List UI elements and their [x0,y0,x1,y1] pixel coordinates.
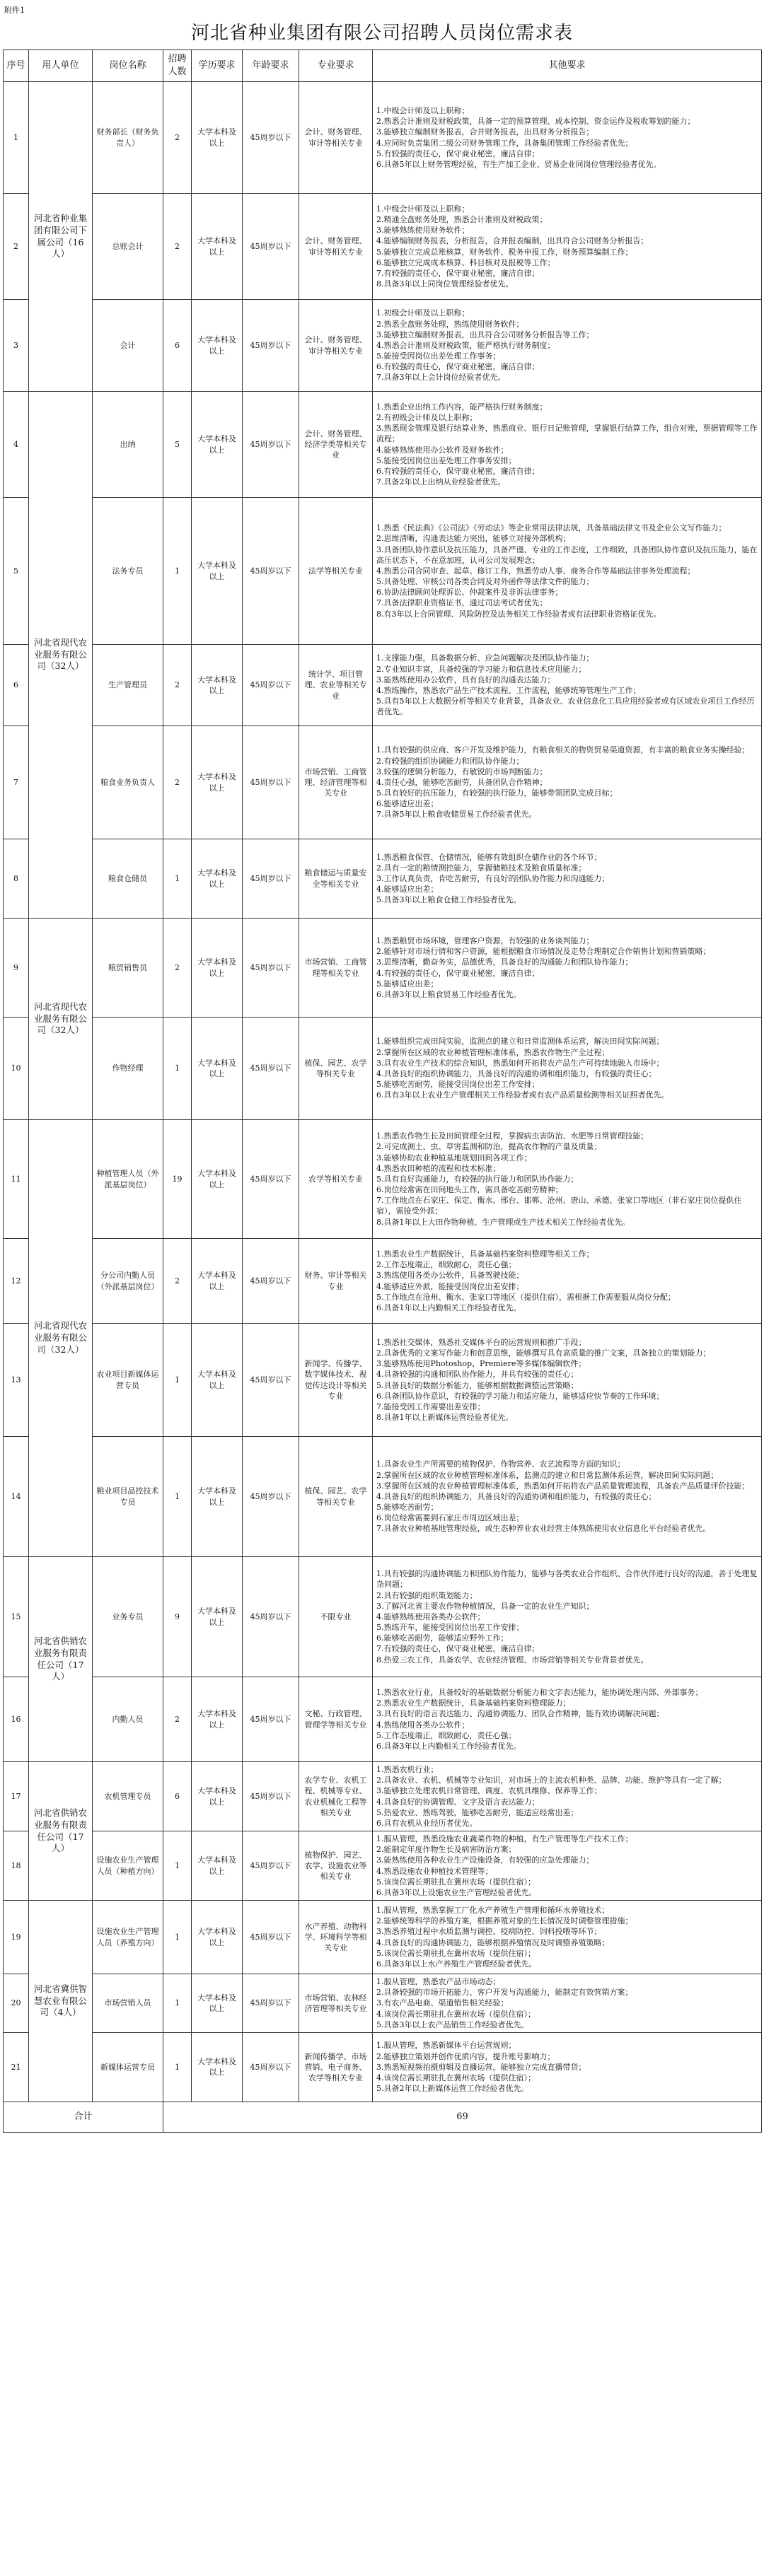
cell-edu: 大学本科及以上 [192,1018,243,1120]
cell-major: 会计、财务管理、审计等相关专业 [299,194,373,300]
cell-seq: 13 [4,1324,29,1437]
cell-count: 1 [163,1901,192,1974]
cell-count: 19 [163,1120,192,1239]
cell-major: 植保、园艺、农学等相关专业 [299,1018,373,1120]
table-row [4,498,762,645]
cell-age: 45周岁以下 [243,839,299,919]
cell-position: 法务专员 [93,498,163,645]
cell-major: 不限专业 [299,1557,373,1677]
cell-edu: 大学本科及以上 [192,726,243,839]
cell-count: 1 [163,1324,192,1437]
cell-other: 1.熟悉农业行业，具备较好的基础数据分析能力和文字表达能力，能协调处理内部、外部事务； 2.熟悉农业生产数据统计，具备基础档案资料整理能力； 3.具有良好的语言表达能力、沟通协调能力、团队合作精神，能有效协调解决问题； 4.熟练使用各类办公软件； 5.工作态度端正，细致耐心，责任心强； 6.具备3年以上内勤相关工作经验者优先。 [373,1677,762,1762]
cell-edu: 大学本科及以上 [192,1437,243,1557]
cell-edu: 大学本科及以上 [192,839,243,919]
table-row [4,1901,762,1974]
table-row [4,1557,762,1677]
cell-edu: 大学本科及以上 [192,2032,243,2102]
cell-other: 1.服从管理，熟悉新媒体平台运营规则； 2.能够独立策划并创作优质内容，提升账号影响力； 3.熟悉短视频拍摄剪辑及直播运营，能够独立完成直播带货； 4.该岗位需长期驻扎在冀州农场（提供住宿）； 5.具备2年以上新媒体运营工作经验者优先。 [373,2032,762,2102]
cell-edu: 大学本科及以上 [192,1762,243,1831]
cell-edu: 大学本科及以上 [192,1557,243,1677]
cell-seq: 21 [4,2032,29,2102]
cell-position: 会计 [93,300,163,392]
cell-seq: 6 [4,645,29,726]
cell-age: 45周岁以下 [243,82,299,194]
table-row [4,2032,762,2102]
cell-position: 粮食业务负责人 [93,726,163,839]
header-position: 岗位名称 [93,50,163,82]
cell-seq: 10 [4,1018,29,1120]
table-row [4,1120,762,1239]
cell-age: 45周岁以下 [243,1974,299,2033]
cell-other: 1.具有较强的供应商、客户开发及维护能力，有粮食相关的物资贸易渠道资源，有丰富的粮食业务实操经验； 2.有较强的组织协调能力和团队协作能力； 3.较强的逻辑分析能力，有敏锐的市场判断能力； 4.责任心强，能够吃苦耐劳，具备团队合作精神； 5.具有较好的抗压能力，有较强的执行能力，能够带领团队完成目标； 6.能够适应出差； 7.具备5年以上粮食收储贸易工作经验者优先。 [373,726,762,839]
cell-other: 1.熟悉社交媒体，熟悉社交媒体平台的运营规则和推广手段； 2.具备优秀的文案写作能力和创意思维，能够撰写具有高质量的推广文案，具备独立的策划能力； 3.能够熟练使用Photoshop、Premiere等多媒体编辑软件； 4.具备较强的沟通和团队协作能力，并具有较强的责任心； 5.具备良好的数据分析能力，能够根据数据调整运营策略； 6.具备团队协作意识，有较强的学习能力和适应能力，能够适应快节奏的工作环境； 7.能接受因工作需要出差安排； 8.具备1年以上新媒体运营经验者优先。 [373,1324,762,1437]
cell-age: 45周岁以下 [243,645,299,726]
cell-seq: 7 [4,726,29,839]
cell-other: 1.服从管理，熟悉农产品市场动态； 2.具备较强的市场开拓能力、客户开发与沟通能力，能制定有效营销方案； 3.有农产品电商、渠道销售相关经验； 4.该岗位需长期驻扎在冀州农场（提供住宿）； 5.具备3年以上农产品销售工作经验者优先。 [373,1974,762,2033]
cell-other: 1.熟悉农机行业； 2.具备农业、农机、机械等专业知识，对市场上的主流农机种类、品牌、功能、维护等具有一定了解； 3.能够独立处理农机日常管理、调度、农机具维修、保养等工作； 4.具备良好的协调管理、文字及语言表达能力； 5.热爱农业、熟练驾驶，能够吃苦耐劳，能适应经常出差； 6.具有农机从业经历者优先。 [373,1762,762,1831]
cell-count: 1 [163,1437,192,1557]
cell-position: 粮业项目品控技术专员 [93,1437,163,1557]
cell-count: 5 [163,392,192,498]
cell-seq: 1 [4,82,29,194]
table-row [4,1677,762,1762]
cell-other: 1.熟悉粮食保管、仓储情况，能够有效组织仓储作业的各个环节； 2.具有一定的粮情测控能力，掌握储粮技术及粮食质量标准； 3.工作认真负责，肯吃苦耐劳，有良好的团队协作能力和沟通能力； 4.能够适应出差； 5.具备3年以上粮食仓储工作经验者优先。 [373,839,762,919]
cell-seq: 20 [4,1974,29,2033]
cell-unit: 河北省供销农业服务有限责任公司（17人） [29,1762,93,1901]
cell-edu: 大学本科及以上 [192,1677,243,1762]
cell-major: 农学等相关专业 [299,1120,373,1239]
header-unit: 用人单位 [29,50,93,82]
recruitment-table [3,49,762,2133]
cell-major: 农学专业、农机工程、机械等专业、农业机械化工程等相关专业 [299,1762,373,1831]
cell-edu: 大学本科及以上 [192,1324,243,1437]
header-age: 年龄要求 [243,50,299,82]
cell-position: 设施农业生产管理人员（养殖方向） [93,1901,163,1974]
cell-age: 45周岁以下 [243,1324,299,1437]
cell-position: 内勤人员 [93,1677,163,1762]
cell-unit: 河北省供销农业服务有限责任公司（17人） [29,1557,93,1762]
cell-seq: 5 [4,498,29,645]
cell-count: 2 [163,919,192,1018]
cell-other: 1.具有较强的沟通协调能力和团队协作能力，能够与各类农业合作组织、合作伙伴进行良好的沟通，善于处理复杂问题； 2.具有较强的组织策划能力； 3.了解河北省主要农作物种植情况，具备一定的农业生产知识； 4.能够熟练使用各类办公软件； 5.熟练开车，能接受因岗位出差工作安排； 6.能够吃苦耐劳，能够适应野外工作； 7.有较强的责任心，保守商业秘密，廉洁自律； 8.热爱三农工作，具备农学、农业经济管理、市场营销等相关专业背景者优先。 [373,1557,762,1677]
cell-age: 45周岁以下 [243,392,299,498]
cell-count: 2 [163,82,192,194]
header-count: 招聘人数 [163,50,192,82]
cell-edu: 大学本科及以上 [192,498,243,645]
table-row [4,726,762,839]
cell-position: 业务专员 [93,1557,163,1677]
cell-seq: 17 [4,1762,29,1831]
cell-count: 1 [163,1831,192,1901]
cell-seq: 2 [4,194,29,300]
cell-position: 生产管理员 [93,645,163,726]
cell-other: 1.中级会计师及以上职称； 2.精通全盘账务处理，熟悉会计准则及财税政策； 3.能够熟练使用财务软件； 4.能够编制财务报表，分析报告，合并报表编制，出具符合公司财务分析报告； 5.能够独立完成总账核算，财务软件、税务申报工作，财务预算编制工作； 6.能够独立完成成本核算、科目核对及报税等工作； 7.有较强的责任心，保守商业秘密，廉洁自律； 8.具备3年以上同岗位管理经验者优先。 [373,194,762,300]
cell-position: 财务部长（财务负责人） [93,82,163,194]
header-other: 其他要求 [373,50,762,82]
cell-seq: 15 [4,1557,29,1677]
cell-other: 1.初级会计师及以上职称； 2.熟悉全盘账务处理，熟练使用财务软件； 3.能够独立编制财务报表，出具符合公司财务分析报告等工作； 4.熟悉会计准则及财税政策，能严格执行财务制度； 5.能接受因岗位出差处理工作事务； 6.有较强的责任心，保守商业秘密，廉洁自律； 7.具备3年以上会计岗位经验者优先。 [373,300,762,392]
cell-edu: 大学本科及以上 [192,194,243,300]
total-value: 69 [163,2102,762,2132]
cell-position: 作物经理 [93,1018,163,1120]
cell-position: 种植管理人员（外派基层岗位） [93,1120,163,1239]
table-row [4,1762,762,1831]
cell-major: 统计学、项目管理、农业等相关专业 [299,645,373,726]
attachment-label: 附件1 [4,6,25,15]
cell-other: 1.中级会计师及以上职称； 2.熟悉会计准则及财税政策，具备一定的预算管理、成本控制、资金运作及税收筹划的能力； 3.能够独立编制财务报表，合并财务报表，出具财务分析报告； 4.应同时负责集团二级公司财务管理工作，具备集团管理工作经验者优先； 5.有较强的责任心，保守商业秘密，廉洁自律； 6.具备5年以上财务管理经验，有生产加工企业、贸易企业同岗位管理经验者优先。 [373,82,762,194]
cell-count: 1 [163,2032,192,2102]
table-row [4,839,762,919]
cell-age: 45周岁以下 [243,1762,299,1831]
cell-unit: 河北省冀供智慧农业有限公司（4人） [29,1901,93,2102]
cell-major: 市场营销、工商管理等相关专业 [299,919,373,1018]
cell-major: 市场营销、工商管理、经济管理等相关专业 [299,726,373,839]
table-row [4,82,762,194]
cell-edu: 大学本科及以上 [192,82,243,194]
cell-position: 总账会计 [93,194,163,300]
cell-position: 市场营销人员 [93,1974,163,2033]
cell-other: 1.熟悉粮贸市场环境，管理客户资源，有较强的业务谈判能力； 2.能够针对市场行情和客户资源，能根据粮食市场情况及走势合理制定合作销售计划和营销策略； 3.思维清晰，勤奋务实，品德优秀，具备良好的沟通能力和团队协作能力； 4.有较强的责任心，保守商业秘密，廉洁自律； 5.能够适应出差； 6.具备3年以上粮食贸易工作经验者优先。 [373,919,762,1018]
cell-count: 2 [163,194,192,300]
cell-seq: 16 [4,1677,29,1762]
cell-age: 45周岁以下 [243,1557,299,1677]
cell-major: 财务、审计等相关专业 [299,1239,373,1324]
cell-edu: 大学本科及以上 [192,1239,243,1324]
cell-unit: 河北省现代农业服务有限公司（32人） [29,1120,93,1557]
cell-count: 6 [163,1762,192,1831]
cell-age: 45周岁以下 [243,1437,299,1557]
cell-major: 粮食储运与质量安全等相关专业 [299,839,373,919]
cell-position: 农机管理专员 [93,1762,163,1831]
cell-count: 6 [163,300,192,392]
table-row [4,1974,762,2033]
total-row [4,2102,762,2132]
page-title: 河北省种业集团有限公司招聘人员岗位需求表 [190,23,573,44]
cell-other: 1.支撑能力强，具备数据分析、应急问题解决及团队协作能力； 2.专业知识丰富，具备较强的学习能力和信息技术应用能力； 3.能熟练使用办公软件，具有良好的沟通表达能力； 4.熟练操作，熟悉农产品生产技术流程、工作流程，能够统筹管理生产工作； 5.具有5年以上大数据分析等相关专业背景，具备农业、农业信息化工具应用经验者或有区域农业项目工作经历者优先。 [373,645,762,726]
cell-count: 2 [163,1239,192,1324]
cell-count: 1 [163,498,192,645]
cell-other: 1.熟悉农业生产数据统计，具备基础档案资料整理等相关工作； 2.工作态度端正，细致耐心，责任心强； 3.熟练使用各类办公软件，具备驾驶技能； 4.能够适应外派，能接受因岗位出差安排； 5.工作地点在沧州、衡水、张家口等地区（提供住宿），需根据工作需要服从岗位分配； 6.具备1年以上内勤相关工作经验者优先。 [373,1239,762,1324]
cell-seq: 12 [4,1239,29,1324]
cell-age: 45周岁以下 [243,726,299,839]
cell-age: 45周岁以下 [243,2032,299,2102]
cell-count: 2 [163,1677,192,1762]
cell-unit: 河北省种业集团有限公司下属公司（16人） [29,82,93,392]
table-row [4,1324,762,1437]
cell-age: 45周岁以下 [243,1677,299,1762]
cell-major: 植保、园艺、农学等相关专业 [299,1437,373,1557]
cell-other: 1.具备农业生产所需要的植物保护、作物营养、农艺流程等方面的知识； 2.掌握所在区域的农业种植管理标准体系，监测点的建立和日常监测体系运营，解决田间实际问题； 3.掌握所在区域的农业种植管理标准体系，熟悉如何开拓将农产品质量管理流程，具备农产品质量评价技能； 4.具备良好的组织协调能力，具备良好的沟通协调和组织能力，有较强的责任心； 5.能够吃苦耐劳； 6.岗位经常需要到石家庄市周边区域出差； 7.具备农业种植基地管理经验，或生态种养业农业经营主体熟练使用农业信息化平台经验者优先。 [373,1437,762,1557]
cell-seq: 19 [4,1901,29,1974]
cell-age: 45周岁以下 [243,300,299,392]
cell-major: 市场营销、农林经济管理等相关专业 [299,1974,373,2033]
table-row [4,1018,762,1120]
cell-edu: 大学本科及以上 [192,1831,243,1901]
cell-edu: 大学本科及以上 [192,1974,243,2033]
cell-position: 粮食仓储员 [93,839,163,919]
cell-seq: 3 [4,300,29,392]
cell-age: 45周岁以下 [243,498,299,645]
cell-major: 会计、财务管理、审计等相关专业 [299,300,373,392]
cell-other: 1.能够组织完成田间实验，监测点的建立和日常监测体系运营，解决田间实际问题； 2.掌握所在区域的农业种植管理标准体系，熟悉农作物生产全过程； 3.具有农业生产技术的综合知识，熟悉如何开拓将农产品生产可持续地融入市场中； 4.具备良好的组织协调能力，具备良好的沟通协调和组织能力，有较强的责任心； 5.能够吃苦耐劳，能接受因岗位出差工作安排； 6.具有3年以上农业生产管理相关工作经验者或有农产品质量检测等相关证照者优先。 [373,1018,762,1120]
cell-major: 新闻传播学、市场营销、电子商务、农学等相关专业 [299,2032,373,2102]
table-row [4,919,762,1018]
cell-edu: 大学本科及以上 [192,300,243,392]
cell-major: 文秘、行政管理、管理学等相关专业 [299,1677,373,1762]
cell-other: 1.服从管理，熟悉掌握工厂化水产养殖生产管理和循环水养殖技术； 2.能够统筹科学的养殖方案，根据养殖对象的生长情况及时调整管理措施； 3.熟悉养殖过程中水质监测与调控、疫病防控、饲料投喂等环节； 4.具备良好的沟通协调能力，能够根据养殖情况及时调整养殖策略； 5.该岗位需长期驻扎在冀州农场（提供住宿）； 6.具备3年以上水产养殖生产管理经验者优先。 [373,1901,762,1974]
cell-seq: 11 [4,1120,29,1239]
cell-edu: 大学本科及以上 [192,1120,243,1239]
cell-unit: 河北省现代农业服务有限公司（32人） [29,392,93,919]
cell-unit: 河北省现代农业服务有限公司（32人） [29,919,93,1120]
cell-other: 1.熟悉企业出纳工作内容，能严格执行财务制度； 2.有初级会计师及以上职称； 3.熟悉现金管理及银行结算业务，熟悉商业、银行日记账管理，掌握银行结算工作，组合对账，票据管理等工作流程； 4.能够熟练使用办公软件及财务软件； 5.能接受因岗位出差处理工作事务安排； 6.有较强的责任心，保守商业秘密，廉洁自律； 7.具备2年以上出纳从业经验者优先。 [373,392,762,498]
header-seq: 序号 [4,50,29,82]
cell-count: 1 [163,1018,192,1120]
cell-other: 1.熟悉农作物生长及田间管理全过程，掌握病虫害防治、水肥等日常管理技能； 2.可完成测土、虫、草害监测和防治，提高农作物的产量及质量； 3.能够协助农业种植基地规划田间各项工作； 4.熟悉农田种植的流程和技术标准； 5.具有良好沟通能力，有较强的执行能力和团队协作能力； 6.岗位经常需在田间地头工作，需具备吃苦耐劳精神； 7.工作地点在石家庄、保定、衡水、邢台、邯郸、沧州、唐山、承德、张家口等地区（非石家庄岗位提供住宿），需接受外派； 8.具备1年以上大田作物种植、生产管理或生产技术相关工作经验者优先。 [373,1120,762,1239]
cell-edu: 大学本科及以上 [192,392,243,498]
table-row [4,1831,762,1901]
cell-major: 植物保护、园艺、农学、设施农业等相关专业 [299,1831,373,1901]
cell-age: 45周岁以下 [243,1120,299,1239]
cell-age: 45周岁以下 [243,1018,299,1120]
cell-position: 农业项目新媒体运营专员 [93,1324,163,1437]
cell-position: 粮贸销售员 [93,919,163,1018]
cell-seq: 9 [4,919,29,1018]
cell-position: 设施农业生产管理人员（种植方向） [93,1831,163,1901]
table-row [4,1239,762,1324]
cell-major: 会计、财务管理、审计等相关专业 [299,82,373,194]
header-row [4,50,762,82]
table-row [4,194,762,300]
cell-major: 会计、财务管理、经济学类等相关专业 [299,392,373,498]
cell-age: 45周岁以下 [243,1239,299,1324]
cell-edu: 大学本科及以上 [192,1901,243,1974]
cell-major: 水产养殖、动物科学、环境科学等相关专业 [299,1901,373,1974]
table-row [4,1437,762,1557]
cell-count: 2 [163,645,192,726]
cell-position: 分公司内勤人员（外派基层岗位） [93,1239,163,1324]
cell-position: 出纳 [93,392,163,498]
cell-seq: 14 [4,1437,29,1557]
table-row [4,300,762,392]
cell-edu: 大学本科及以上 [192,645,243,726]
header-edu: 学历要求 [192,50,243,82]
total-label: 合计 [4,2102,163,2132]
cell-count: 1 [163,839,192,919]
cell-major: 新闻学、传播学、数字媒体技术、视觉传达设计等相关专业 [299,1324,373,1437]
cell-age: 45周岁以下 [243,919,299,1018]
cell-count: 9 [163,1557,192,1677]
cell-position: 新媒体运营专员 [93,2032,163,2102]
table-row [4,645,762,726]
cell-seq: 8 [4,839,29,919]
table-row [4,392,762,498]
cell-count: 2 [163,726,192,839]
cell-seq: 4 [4,392,29,498]
header-major: 专业要求 [299,50,373,82]
cell-other: 1.服从管理，熟悉设施农业蔬菜作物的种植，有生产管理等生产技术工作； 2.能制定年度作物生长及病害防治方案； 3.能熟练使用各种农业生产设施设备，有较强的应急处理能力； 4.熟悉设施农业种植技术管理等； 5.该岗位需长期驻扎在冀州农场（提供住宿）； 6.具备3年以上设施农业生产管理经验者优先。 [373,1831,762,1901]
cell-major: 法学等相关专业 [299,498,373,645]
cell-other: 1.熟悉《民法典》《公司法》《劳动法》等企业常用法律法规，具备基础法律文书及企业公文写作能力； 2.思维清晰，沟通表达能力突出，能够立对接外部机构； 3.具备团队协作意识及抗压能力，具备严谨、专业的工作态度，工作细致，具备团队协作意识及抗压能力，能在高压状态下，不在意加班，认可公司发展理念； 4.熟悉公司合同审查、起草、修订工作，熟悉劳动人事、商务合作等基础法律事务处理流程； 5.具备处理、审核公司各类合同及对外函件等法律文件的能力； 6.协助法律顾问处理诉讼、仲裁案件及非诉法律事务； 7.具备法律职业资格证书，通过司法考试者优先； 8.有3年以上合同管理、风险防控及法务相关工作经验者或有法律职业资格证优先。 [373,498,762,645]
cell-age: 45周岁以下 [243,1901,299,1974]
cell-edu: 大学本科及以上 [192,919,243,1018]
cell-count: 1 [163,1974,192,2033]
cell-age: 45周岁以下 [243,1831,299,1901]
cell-age: 45周岁以下 [243,194,299,300]
cell-seq: 18 [4,1831,29,1901]
